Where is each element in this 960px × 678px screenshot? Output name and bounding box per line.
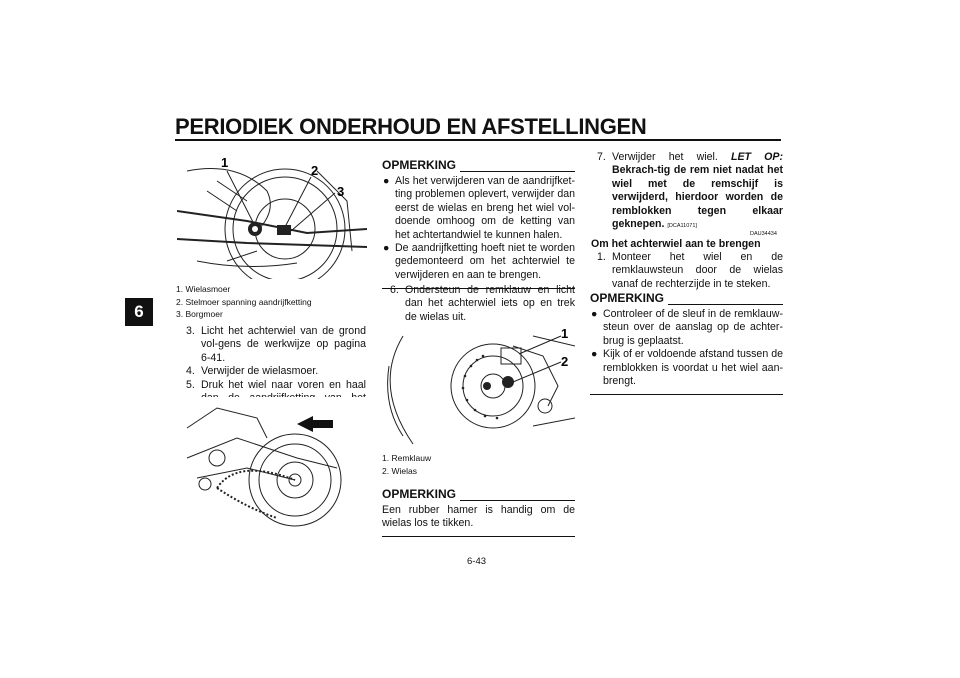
step-text: Licht het achterwiel van de grond vol-gens de werkwijze op pagina 6-41. — [201, 325, 366, 364]
bullet-text: Als het verwijderen van de aandrijfket-ting problemen oplevert, verwijder dan eerst de wielas en breng het wiel vol-doende omhoog om de ketting van het achtertandwiel te kunnen halen. — [395, 175, 575, 241]
bullet-icon: ● — [591, 348, 598, 361]
step-number: 5. — [186, 378, 195, 391]
note-heading-text: OPMERKING — [590, 291, 665, 305]
bullet-item — [590, 308, 783, 348]
bullet-item — [382, 242, 575, 282]
caption-item: 1. Wielasmoer — [176, 284, 231, 294]
figure2-label-2: 2 — [561, 354, 569, 369]
note-block-3 — [590, 291, 783, 395]
figure1-label-1: 1 — [221, 155, 229, 170]
section-code: DAU34434 — [750, 231, 777, 237]
note-heading — [590, 291, 783, 305]
note-text: Een rubber hamer is handig om de wielas los te tikken. — [382, 504, 575, 530]
figure-rear-wheel-chain — [176, 397, 368, 529]
chapter-tab: 6 — [125, 298, 153, 326]
figure1-label-3: 3 — [337, 184, 345, 199]
step-item — [186, 365, 366, 378]
note-bullets — [590, 308, 783, 388]
step-6 — [390, 284, 575, 324]
bullet-icon: ● — [591, 308, 598, 320]
caption-item: 3. Borgmoer — [176, 309, 223, 319]
figure1-label-2: 2 — [311, 163, 319, 178]
step-item — [390, 284, 575, 324]
step-7 — [597, 151, 783, 233]
note-heading — [382, 487, 575, 501]
bullet-text: Kijk of er voldoende afstand tussen de remblokken is voordat u het wiel aan-brengt. — [603, 348, 783, 388]
caption-item: 2. Stelmoer spanning aandrijfketting — [176, 296, 312, 307]
bullet-item — [382, 175, 575, 242]
note-block-2 — [382, 487, 575, 537]
note-heading — [382, 158, 575, 172]
note-block-1 — [382, 158, 575, 289]
rear-wheel-illustration — [177, 398, 367, 528]
page-number: 6-43 — [467, 556, 487, 567]
step-item — [597, 151, 783, 233]
figure-chain-adjuster — [176, 150, 368, 280]
step-number: 6. — [390, 284, 399, 296]
heading-rule — [460, 491, 575, 501]
step-item — [597, 251, 783, 291]
step-text: Ondersteun de remklauw en licht dan het achterwiel iets op en trek de wielas uit. — [405, 284, 575, 323]
bullet-item — [590, 348, 783, 388]
heading-rule — [668, 295, 783, 305]
warning-text: Bekrach-tig de rem niet nadat het wiel met de remschijf is verwijderd, hierdoor worden de remblokken tegen elkaar geknepen. — [612, 164, 783, 231]
letop-label: LET OP: — [730, 151, 783, 163]
step-item — [186, 325, 366, 365]
step-number: 4. — [186, 365, 195, 378]
bullet-text: De aandrijfketting hoeft niet te worden gedemonteerd om het achterwiel te verwijderen en aan te brengen. — [395, 242, 575, 281]
step-number: 1. — [597, 251, 606, 263]
note-bullets — [382, 175, 575, 282]
step-text: Monteer het wiel en de remklauwsteun door de wielas vanaf de rechterzijde in te steken. — [612, 251, 783, 290]
install-step-1 — [597, 251, 783, 291]
note-heading-text: OPMERKING — [382, 487, 457, 501]
section-heading: Om het achterwiel aan te brengen — [591, 238, 761, 250]
caption-item: 1. Remklauw — [382, 453, 432, 463]
title-rule — [175, 139, 781, 141]
step-text: Druk het wiel naar voren en haal — [201, 378, 366, 391]
figure1-captions — [176, 283, 376, 321]
page-title: PERIODIEK ONDERHOUD EN AFSTELLINGEN — [175, 114, 647, 139]
step-number: 7. — [597, 151, 606, 163]
note-end-rule — [382, 536, 575, 537]
figure2-captions — [382, 452, 572, 477]
chain-adjuster-illustration — [177, 151, 367, 279]
caption-item: 2. Wielas — [382, 465, 417, 476]
figure-brake-caliper — [382, 325, 576, 449]
note-end-rule — [590, 394, 783, 395]
step-text: Verwijder de wielasmoer. — [201, 365, 319, 378]
heading-rule — [460, 162, 575, 172]
bullet-icon: ● — [383, 242, 390, 255]
bullet-text: Controleer of de sleuf in de remklauw-steun over de aanslag op de achter-brug is geplaatst. — [603, 308, 783, 347]
step-number: 3. — [186, 325, 195, 337]
bullet-icon: ● — [383, 175, 390, 187]
step-text: Verwijder het wiel. — [612, 151, 718, 163]
warning-code: [DCA11071] — [667, 223, 697, 230]
figure2-label-1: 1 — [561, 326, 569, 341]
note-heading-text: OPMERKING — [382, 158, 457, 172]
brake-caliper-illustration — [383, 326, 575, 448]
